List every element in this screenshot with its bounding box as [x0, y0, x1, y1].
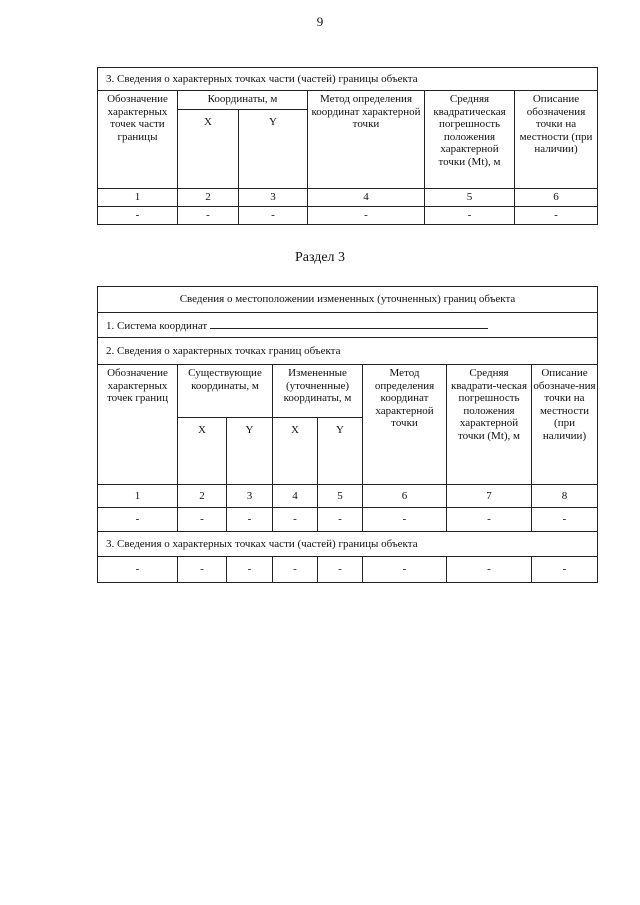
t1-header-method: Метод определения координат характерной точки	[308, 91, 425, 189]
t2-part-cell-empty: -	[273, 557, 318, 583]
t2-cell-empty: -	[532, 508, 598, 532]
points-heading: 2. Сведения о характерных точках границ объекта	[98, 338, 598, 365]
t2-header-method: Метод определения координат характерной точки	[363, 365, 447, 485]
t1-cell-empty: -	[98, 207, 178, 225]
t1-colnum: 3	[239, 189, 308, 207]
t1-header-description: Описание обозначения точки на местности (при наличии)	[515, 91, 598, 189]
t1-header-coords: Координаты, м	[178, 91, 308, 110]
table-part-boundary-points	[97, 67, 598, 225]
t2-cell-empty: -	[227, 508, 273, 532]
table1-title: 3. Сведения о характерных точках части (частей) границы объекта	[98, 68, 598, 91]
t2-part-cell-empty: -	[98, 557, 178, 583]
parts-heading: 3. Сведения о характерных точках части (частей) границы объекта	[98, 532, 598, 557]
t1-colnum: 4	[308, 189, 425, 207]
coord-system-blank-line	[210, 318, 488, 329]
t2-part-cell-empty: -	[227, 557, 273, 583]
t2-colnum: 8	[532, 485, 598, 508]
t1-cell-empty: -	[178, 207, 239, 225]
t2-colnum: 3	[227, 485, 273, 508]
table-changed-boundaries	[97, 286, 598, 583]
t2-header-designation: Обозначение характерных точек границ	[98, 365, 178, 485]
t2-header-changed: Измененные (уточненные) координаты, м	[273, 365, 363, 418]
t2-part-cell-empty: -	[447, 557, 532, 583]
t2-header-x-existing: X	[178, 418, 227, 485]
t2-header-error: Средняя квадрати-ческая погрешность положения характерной точки (Mt), м	[447, 365, 532, 485]
t2-cell-empty: -	[178, 508, 227, 532]
t2-cell-empty: -	[273, 508, 318, 532]
t1-header-y: Y	[239, 110, 308, 189]
t2-cell-empty: -	[447, 508, 532, 532]
t2-cell-empty: -	[98, 508, 178, 532]
t2-header-y-changed: Y	[318, 418, 363, 485]
t1-header-x: X	[178, 110, 239, 189]
t2-header-existing: Существующие координаты, м	[178, 365, 273, 418]
t1-header-error: Средняя квадратическая погрешность положения характерной точки (Mt), м	[425, 91, 515, 189]
t1-colnum: 6	[515, 189, 598, 207]
t2-header-x-changed: X	[273, 418, 318, 485]
t1-cell-empty: -	[239, 207, 308, 225]
t1-cell-empty: -	[515, 207, 598, 225]
page-number: 9	[316, 14, 324, 29]
t2-header-description: Описание обозначе-ния точки на местности (при наличии)	[532, 365, 598, 485]
section-3-title: Раздел 3	[294, 250, 346, 265]
t2-header-y-existing: Y	[227, 418, 273, 485]
t2-colnum: 5	[318, 485, 363, 508]
t2-part-cell-empty: -	[318, 557, 363, 583]
t1-header-designation: Обозначение характерных точек части границы	[98, 91, 178, 189]
t2-part-cell-empty: -	[363, 557, 447, 583]
t1-colnum: 1	[98, 189, 178, 207]
t2-colnum: 7	[447, 485, 532, 508]
t2-cell-empty: -	[318, 508, 363, 532]
t2-cell-empty: -	[363, 508, 447, 532]
coord-system-row	[98, 313, 598, 338]
t1-colnum: 5	[425, 189, 515, 207]
t1-cell-empty: -	[425, 207, 515, 225]
t2-part-cell-empty: -	[532, 557, 598, 583]
t1-colnum: 2	[178, 189, 239, 207]
t2-colnum: 4	[273, 485, 318, 508]
t2-colnum: 6	[363, 485, 447, 508]
table2-title: Сведения о местоположении измененных (уточненных) границ объекта	[98, 287, 598, 313]
t2-colnum: 1	[98, 485, 178, 508]
t1-cell-empty: -	[308, 207, 425, 225]
t2-part-cell-empty: -	[178, 557, 227, 583]
coord-system-label: 1. Система координат	[106, 319, 208, 332]
t2-colnum: 2	[178, 485, 227, 508]
